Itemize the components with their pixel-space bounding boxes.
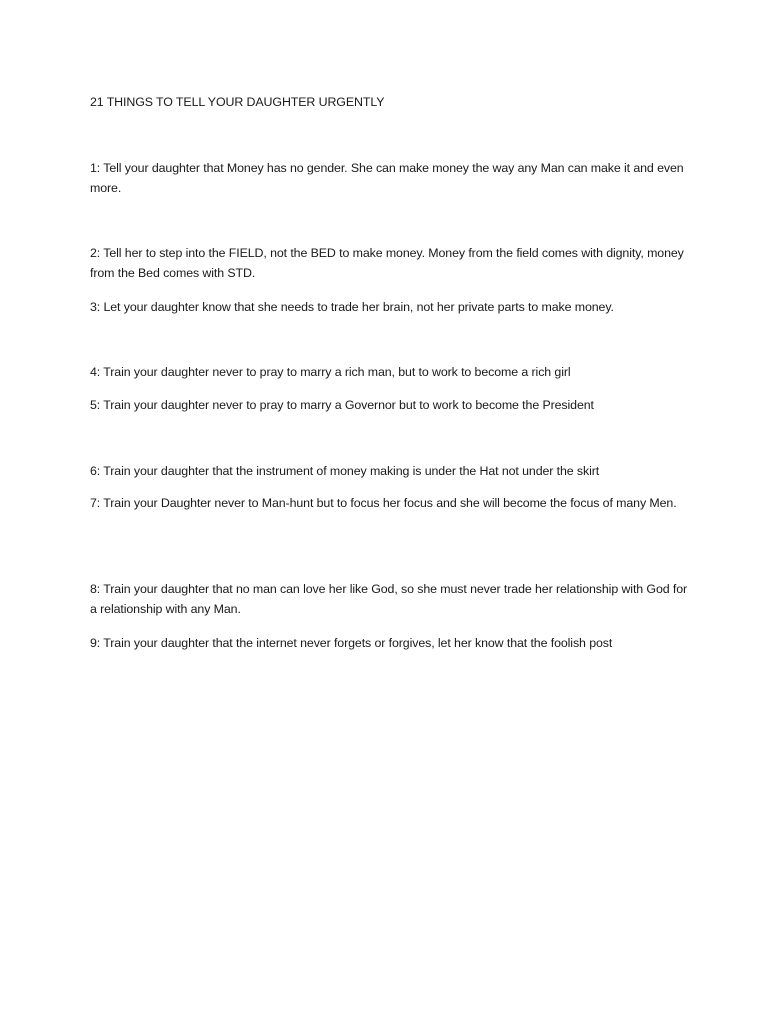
list-item: 7: Train your Daughter never to Man-hunt but to focus her focus and she will become the focus of many Men. — [90, 496, 677, 510]
list-item: 1: Tell your daughter that Money has no gender. She can make money the way any Man can make it and even more. — [90, 161, 684, 195]
list-item: 2: Tell her to step into the FIELD, not the BED to make money. Money from the field comes with dignity, money from the Bed comes with STD. — [90, 246, 684, 280]
list-item: 6: Train your daughter that the instrument of money making is under the Hat not under the skirt — [90, 464, 600, 478]
list-item: 8: Train your daughter that no man can love her like God, so she must never trade her relationship with God for a relationship with any Man. — [90, 582, 688, 616]
list-item: 3: Let your daughter know that she needs to trade her brain, not her private parts to make money. — [90, 300, 614, 314]
list-item: 9: Train your daughter that the internet never forgets or forgives, let her know that the foolish post — [90, 636, 613, 650]
document-title: 21 THINGS TO TELL YOUR DAUGHTER URGENTLY — [90, 95, 385, 109]
list-item: 4: Train your daughter never to pray to marry a rich man, but to work to become a rich girl — [90, 365, 571, 379]
list-item: 5: Train your daughter never to pray to marry a Governor but to work to become the President — [90, 398, 594, 412]
